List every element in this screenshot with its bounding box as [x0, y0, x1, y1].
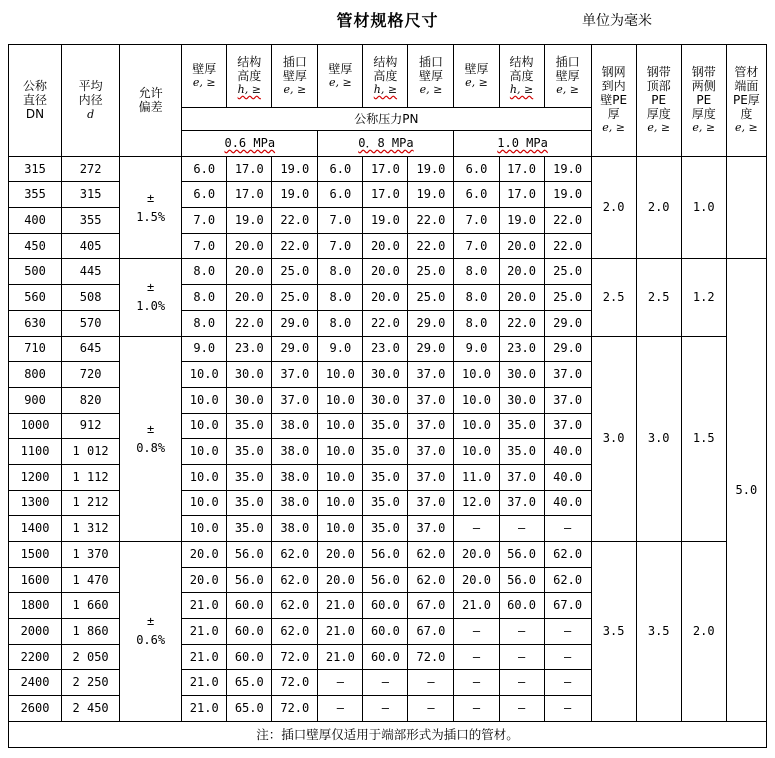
- cell-value: 56.0: [227, 567, 272, 593]
- cell-dn: 2400: [9, 670, 62, 696]
- cell-value: 10.0: [318, 387, 363, 413]
- cell-value: 37.0: [499, 464, 544, 490]
- cell-value: 10.0: [318, 516, 363, 542]
- cell-value: 25.0: [408, 259, 454, 285]
- cell-value: 20.0: [182, 542, 227, 568]
- cell-value: 12.0: [454, 490, 499, 516]
- cell-value: 72.0: [272, 696, 318, 722]
- cell-value: 29.0: [408, 310, 454, 336]
- cell-value: 67.0: [408, 619, 454, 645]
- cell-end-face-pe-empty: [726, 156, 766, 259]
- cell-value: —: [454, 619, 499, 645]
- cell-value: 21.0: [318, 593, 363, 619]
- header-mean-inner-diameter: 平均 内径 d: [62, 45, 120, 157]
- cell-dn: 2600: [9, 696, 62, 722]
- cell-value: 9.0: [182, 336, 227, 362]
- cell-value: 20.0: [227, 259, 272, 285]
- header-structure-height: 结构 高度 h, ≥: [227, 45, 272, 108]
- cell-value: 10.0: [454, 439, 499, 465]
- cell-dn: 400: [9, 208, 62, 234]
- cell-mesh-inner-pe: 2.0: [591, 156, 636, 259]
- cell-inner-diameter: 1 470: [62, 567, 120, 593]
- cell-value: 8.0: [454, 259, 499, 285]
- cell-inner-diameter: 720: [62, 362, 120, 388]
- cell-inner-diameter: 2 250: [62, 670, 120, 696]
- cell-inner-diameter: 405: [62, 233, 120, 259]
- cell-dn: 1500: [9, 542, 62, 568]
- spec-table: [8, 44, 767, 748]
- header-strip-top-pe: 钢带 顶部 PE 厚度 e, ≥: [636, 45, 681, 157]
- cell-dn: 1800: [9, 593, 62, 619]
- cell-value: 56.0: [499, 567, 544, 593]
- header-pressure-0-6: 0.6 MPa: [182, 131, 318, 157]
- cell-value: 17.0: [227, 156, 272, 182]
- cell-inner-diameter: 1 370: [62, 542, 120, 568]
- table-row: [9, 542, 767, 568]
- cell-value: 62.0: [272, 542, 318, 568]
- cell-dn: 560: [9, 285, 62, 311]
- cell-value: 62.0: [272, 619, 318, 645]
- cell-value: —: [363, 696, 408, 722]
- cell-value: 72.0: [272, 670, 318, 696]
- cell-value: 10.0: [318, 362, 363, 388]
- cell-value: 37.0: [408, 516, 454, 542]
- header-end-face-pe: 管材 端面 PE厚 度 e, ≥: [726, 45, 766, 157]
- header-spigot-wall: 插口 壁厚 e, ≥: [408, 45, 454, 108]
- cell-value: 10.0: [454, 387, 499, 413]
- table-row: [9, 336, 767, 362]
- cell-value: 38.0: [272, 439, 318, 465]
- cell-value: 72.0: [272, 644, 318, 670]
- cell-value: 30.0: [227, 387, 272, 413]
- cell-value: 7.0: [454, 208, 499, 234]
- cell-value: 65.0: [227, 696, 272, 722]
- cell-value: 22.0: [227, 310, 272, 336]
- cell-value: 21.0: [318, 644, 363, 670]
- cell-value: —: [318, 670, 363, 696]
- cell-value: 7.0: [454, 233, 499, 259]
- cell-dn: 900: [9, 387, 62, 413]
- cell-value: 21.0: [182, 593, 227, 619]
- cell-value: 25.0: [272, 259, 318, 285]
- cell-value: 10.0: [318, 464, 363, 490]
- cell-value: 35.0: [363, 464, 408, 490]
- cell-value: 37.0: [408, 387, 454, 413]
- cell-value: 23.0: [227, 336, 272, 362]
- cell-value: 38.0: [272, 490, 318, 516]
- cell-value: 6.0: [454, 182, 499, 208]
- cell-value: 62.0: [408, 542, 454, 568]
- table-body: [9, 156, 767, 721]
- cell-value: 17.0: [499, 156, 544, 182]
- table-note: 注：插口壁厚仅适用于端部形式为插口的管材。: [9, 721, 767, 747]
- cell-value: 62.0: [272, 593, 318, 619]
- cell-value: 22.0: [544, 233, 591, 259]
- cell-inner-diameter: 315: [62, 182, 120, 208]
- header-spigot-wall: 插口 壁厚 e, ≥: [272, 45, 318, 108]
- cell-inner-diameter: 645: [62, 336, 120, 362]
- cell-value: 11.0: [454, 464, 499, 490]
- cell-mesh-inner-pe: 3.5: [591, 542, 636, 722]
- cell-dn: 1400: [9, 516, 62, 542]
- cell-value: 7.0: [318, 233, 363, 259]
- cell-inner-diameter: 508: [62, 285, 120, 311]
- cell-value: 17.0: [363, 156, 408, 182]
- header-tolerance: 允许 偏差: [120, 45, 182, 157]
- cell-value: 7.0: [182, 208, 227, 234]
- cell-value: 35.0: [363, 439, 408, 465]
- cell-value: 30.0: [499, 362, 544, 388]
- cell-value: 10.0: [182, 490, 227, 516]
- cell-strip-top-pe: 3.5: [636, 542, 681, 722]
- cell-value: 35.0: [363, 516, 408, 542]
- cell-inner-diameter: 1 312: [62, 516, 120, 542]
- cell-value: 22.0: [499, 310, 544, 336]
- cell-value: 37.0: [272, 362, 318, 388]
- cell-value: 35.0: [227, 439, 272, 465]
- cell-value: 37.0: [408, 362, 454, 388]
- cell-value: 21.0: [182, 670, 227, 696]
- cell-value: —: [363, 670, 408, 696]
- cell-value: 20.0: [318, 567, 363, 593]
- cell-inner-diameter: 2 050: [62, 644, 120, 670]
- cell-inner-diameter: 272: [62, 156, 120, 182]
- cell-value: 35.0: [227, 413, 272, 439]
- cell-value: 38.0: [272, 516, 318, 542]
- cell-value: 60.0: [227, 619, 272, 645]
- cell-value: 25.0: [408, 285, 454, 311]
- cell-dn: 450: [9, 233, 62, 259]
- cell-value: 67.0: [408, 593, 454, 619]
- header-nominal-pressure: 公称压力PN: [182, 108, 591, 131]
- cell-inner-diameter: 1 860: [62, 619, 120, 645]
- unit-label: 单位为毫米: [582, 13, 652, 29]
- cell-inner-diameter: 570: [62, 310, 120, 336]
- cell-value: 65.0: [227, 670, 272, 696]
- cell-value: 20.0: [318, 542, 363, 568]
- cell-value: 60.0: [363, 593, 408, 619]
- cell-value: 17.0: [227, 182, 272, 208]
- cell-value: 29.0: [544, 336, 591, 362]
- cell-value: 19.0: [499, 208, 544, 234]
- cell-value: —: [318, 696, 363, 722]
- cell-value: —: [408, 696, 454, 722]
- header-nominal-diameter: 公称 直径 DN: [9, 45, 62, 157]
- cell-value: 7.0: [182, 233, 227, 259]
- cell-value: —: [499, 619, 544, 645]
- cell-value: 67.0: [544, 593, 591, 619]
- cell-value: 37.0: [544, 387, 591, 413]
- cell-dn: 315: [9, 156, 62, 182]
- cell-value: 29.0: [272, 310, 318, 336]
- cell-value: 22.0: [408, 233, 454, 259]
- cell-mesh-inner-pe: 2.5: [591, 259, 636, 336]
- cell-value: 37.0: [408, 413, 454, 439]
- cell-value: 8.0: [318, 259, 363, 285]
- cell-dn: 1300: [9, 490, 62, 516]
- cell-inner-diameter: 1 660: [62, 593, 120, 619]
- cell-value: 35.0: [499, 439, 544, 465]
- cell-value: 20.0: [499, 259, 544, 285]
- cell-value: 19.0: [272, 182, 318, 208]
- cell-value: 40.0: [544, 439, 591, 465]
- cell-value: 8.0: [318, 310, 363, 336]
- cell-value: 20.0: [363, 285, 408, 311]
- cell-value: 20.0: [454, 567, 499, 593]
- cell-value: 35.0: [363, 413, 408, 439]
- cell-value: 62.0: [544, 567, 591, 593]
- cell-value: 40.0: [544, 464, 591, 490]
- table-row: [9, 156, 767, 182]
- cell-value: 25.0: [544, 259, 591, 285]
- cell-value: 8.0: [182, 310, 227, 336]
- header-spigot-wall: 插口 壁厚 e, ≥: [544, 45, 591, 108]
- cell-value: 56.0: [363, 542, 408, 568]
- cell-value: 6.0: [182, 156, 227, 182]
- cell-value: 10.0: [182, 362, 227, 388]
- cell-value: 21.0: [454, 593, 499, 619]
- cell-dn: 630: [9, 310, 62, 336]
- cell-value: 10.0: [454, 362, 499, 388]
- cell-value: 20.0: [227, 285, 272, 311]
- cell-value: —: [499, 644, 544, 670]
- cell-tolerance: ± 1.5%: [120, 156, 182, 259]
- cell-strip-top-pe: 2.0: [636, 156, 681, 259]
- cell-value: 30.0: [227, 362, 272, 388]
- cell-value: 35.0: [227, 516, 272, 542]
- cell-value: 37.0: [408, 464, 454, 490]
- header-wall-thickness: 壁厚 e, ≥: [318, 45, 363, 108]
- cell-inner-diameter: 445: [62, 259, 120, 285]
- cell-value: 38.0: [272, 413, 318, 439]
- cell-strip-side-pe: 2.0: [681, 542, 726, 722]
- cell-value: 38.0: [272, 464, 318, 490]
- cell-inner-diameter: 1 212: [62, 490, 120, 516]
- cell-value: 8.0: [454, 285, 499, 311]
- cell-tolerance: ± 0.8%: [120, 336, 182, 542]
- cell-value: 19.0: [227, 208, 272, 234]
- header-mesh-inner-pe: 钢网 到内 壁PE 厚 e, ≥: [591, 45, 636, 157]
- cell-value: —: [454, 516, 499, 542]
- cell-value: 10.0: [454, 413, 499, 439]
- cell-strip-side-pe: 1.5: [681, 336, 726, 542]
- cell-value: 6.0: [182, 182, 227, 208]
- cell-value: 20.0: [499, 233, 544, 259]
- cell-value: 37.0: [408, 490, 454, 516]
- cell-strip-side-pe: 1.2: [681, 259, 726, 336]
- cell-value: 10.0: [182, 387, 227, 413]
- cell-value: 30.0: [363, 362, 408, 388]
- header-strip-side-pe: 钢带 两侧 PE 厚度 e, ≥: [681, 45, 726, 157]
- cell-value: 10.0: [182, 516, 227, 542]
- cell-value: 72.0: [408, 644, 454, 670]
- cell-dn: 710: [9, 336, 62, 362]
- cell-value: 21.0: [182, 696, 227, 722]
- cell-value: 29.0: [408, 336, 454, 362]
- cell-value: —: [408, 670, 454, 696]
- cell-value: 21.0: [182, 644, 227, 670]
- cell-end-face-pe: 5.0: [726, 259, 766, 721]
- cell-value: —: [544, 696, 591, 722]
- cell-inner-diameter: 2 450: [62, 696, 120, 722]
- cell-value: 37.0: [544, 362, 591, 388]
- cell-value: —: [499, 670, 544, 696]
- header-wall-thickness: 壁厚 e, ≥: [182, 45, 227, 108]
- cell-mesh-inner-pe: 3.0: [591, 336, 636, 542]
- cell-value: 19.0: [544, 156, 591, 182]
- header-wall-thickness: 壁厚 e, ≥: [454, 45, 499, 108]
- cell-value: 22.0: [544, 208, 591, 234]
- cell-value: 29.0: [544, 310, 591, 336]
- cell-value: 19.0: [408, 182, 454, 208]
- cell-value: 7.0: [318, 208, 363, 234]
- cell-value: 9.0: [318, 336, 363, 362]
- cell-value: 35.0: [499, 413, 544, 439]
- cell-value: 19.0: [363, 208, 408, 234]
- table-head: [9, 45, 767, 157]
- cell-value: 22.0: [363, 310, 408, 336]
- cell-value: 10.0: [318, 490, 363, 516]
- cell-dn: 1600: [9, 567, 62, 593]
- cell-value: 37.0: [272, 387, 318, 413]
- cell-value: 21.0: [318, 619, 363, 645]
- cell-value: 20.0: [499, 285, 544, 311]
- cell-value: 6.0: [318, 156, 363, 182]
- cell-dn: 1200: [9, 464, 62, 490]
- cell-value: 62.0: [408, 567, 454, 593]
- cell-value: —: [454, 696, 499, 722]
- cell-inner-diameter: 1 012: [62, 439, 120, 465]
- cell-value: 8.0: [318, 285, 363, 311]
- cell-value: 10.0: [182, 464, 227, 490]
- cell-tolerance: ± 0.6%: [120, 542, 182, 722]
- cell-value: 25.0: [544, 285, 591, 311]
- cell-value: 60.0: [227, 644, 272, 670]
- cell-value: 6.0: [318, 182, 363, 208]
- cell-value: 60.0: [499, 593, 544, 619]
- cell-dn: 800: [9, 362, 62, 388]
- cell-value: 6.0: [454, 156, 499, 182]
- cell-value: 30.0: [363, 387, 408, 413]
- cell-value: 8.0: [182, 285, 227, 311]
- cell-value: 23.0: [363, 336, 408, 362]
- header-structure-height: 结构 高度 h, ≥: [499, 45, 544, 108]
- cell-strip-top-pe: 2.5: [636, 259, 681, 336]
- cell-value: 21.0: [182, 619, 227, 645]
- cell-value: 10.0: [182, 413, 227, 439]
- cell-value: 20.0: [227, 233, 272, 259]
- cell-inner-diameter: 1 112: [62, 464, 120, 490]
- cell-inner-diameter: 355: [62, 208, 120, 234]
- cell-value: 22.0: [272, 208, 318, 234]
- cell-value: 56.0: [227, 542, 272, 568]
- cell-value: 22.0: [408, 208, 454, 234]
- cell-strip-top-pe: 3.0: [636, 336, 681, 542]
- cell-value: 30.0: [499, 387, 544, 413]
- header-structure-height: 结构 高度 h, ≥: [363, 45, 408, 108]
- cell-dn: 2000: [9, 619, 62, 645]
- cell-value: 25.0: [272, 285, 318, 311]
- cell-value: —: [454, 670, 499, 696]
- table-row: [9, 259, 767, 285]
- cell-value: 10.0: [182, 439, 227, 465]
- cell-strip-side-pe: 1.0: [681, 156, 726, 259]
- cell-value: —: [499, 516, 544, 542]
- cell-value: 17.0: [363, 182, 408, 208]
- cell-value: 20.0: [363, 259, 408, 285]
- cell-value: —: [544, 644, 591, 670]
- cell-value: 20.0: [363, 233, 408, 259]
- header-pressure-0-8: 0．8 MPa: [318, 131, 454, 157]
- cell-value: —: [499, 696, 544, 722]
- cell-value: 37.0: [499, 490, 544, 516]
- cell-value: 19.0: [272, 156, 318, 182]
- cell-value: —: [454, 644, 499, 670]
- cell-value: 35.0: [227, 464, 272, 490]
- cell-value: 56.0: [499, 542, 544, 568]
- cell-value: 22.0: [272, 233, 318, 259]
- cell-dn: 1000: [9, 413, 62, 439]
- cell-value: 35.0: [363, 490, 408, 516]
- cell-value: 8.0: [182, 259, 227, 285]
- cell-value: 40.0: [544, 490, 591, 516]
- cell-value: —: [544, 670, 591, 696]
- cell-value: 9.0: [454, 336, 499, 362]
- cell-value: —: [544, 516, 591, 542]
- cell-value: 29.0: [272, 336, 318, 362]
- cell-value: 60.0: [363, 619, 408, 645]
- cell-value: 17.0: [499, 182, 544, 208]
- cell-dn: 1100: [9, 439, 62, 465]
- cell-dn: 355: [9, 182, 62, 208]
- cell-value: 19.0: [544, 182, 591, 208]
- cell-value: 37.0: [544, 413, 591, 439]
- cell-value: 8.0: [454, 310, 499, 336]
- cell-value: 10.0: [318, 413, 363, 439]
- cell-value: 19.0: [408, 156, 454, 182]
- cell-value: 20.0: [182, 567, 227, 593]
- cell-value: 60.0: [227, 593, 272, 619]
- cell-value: 62.0: [544, 542, 591, 568]
- cell-inner-diameter: 912: [62, 413, 120, 439]
- cell-value: 10.0: [318, 439, 363, 465]
- page-title: 管材规格尺寸: [336, 11, 439, 30]
- cell-value: 62.0: [272, 567, 318, 593]
- cell-inner-diameter: 820: [62, 387, 120, 413]
- cell-value: 23.0: [499, 336, 544, 362]
- header-pressure-1-0: 1.0 MPa: [454, 131, 591, 157]
- cell-dn: 500: [9, 259, 62, 285]
- cell-tolerance: ± 1.0%: [120, 259, 182, 336]
- cell-value: 20.0: [454, 542, 499, 568]
- cell-value: 56.0: [363, 567, 408, 593]
- cell-value: —: [544, 619, 591, 645]
- cell-value: 35.0: [227, 490, 272, 516]
- cell-value: 60.0: [363, 644, 408, 670]
- cell-dn: 2200: [9, 644, 62, 670]
- cell-value: 37.0: [408, 439, 454, 465]
